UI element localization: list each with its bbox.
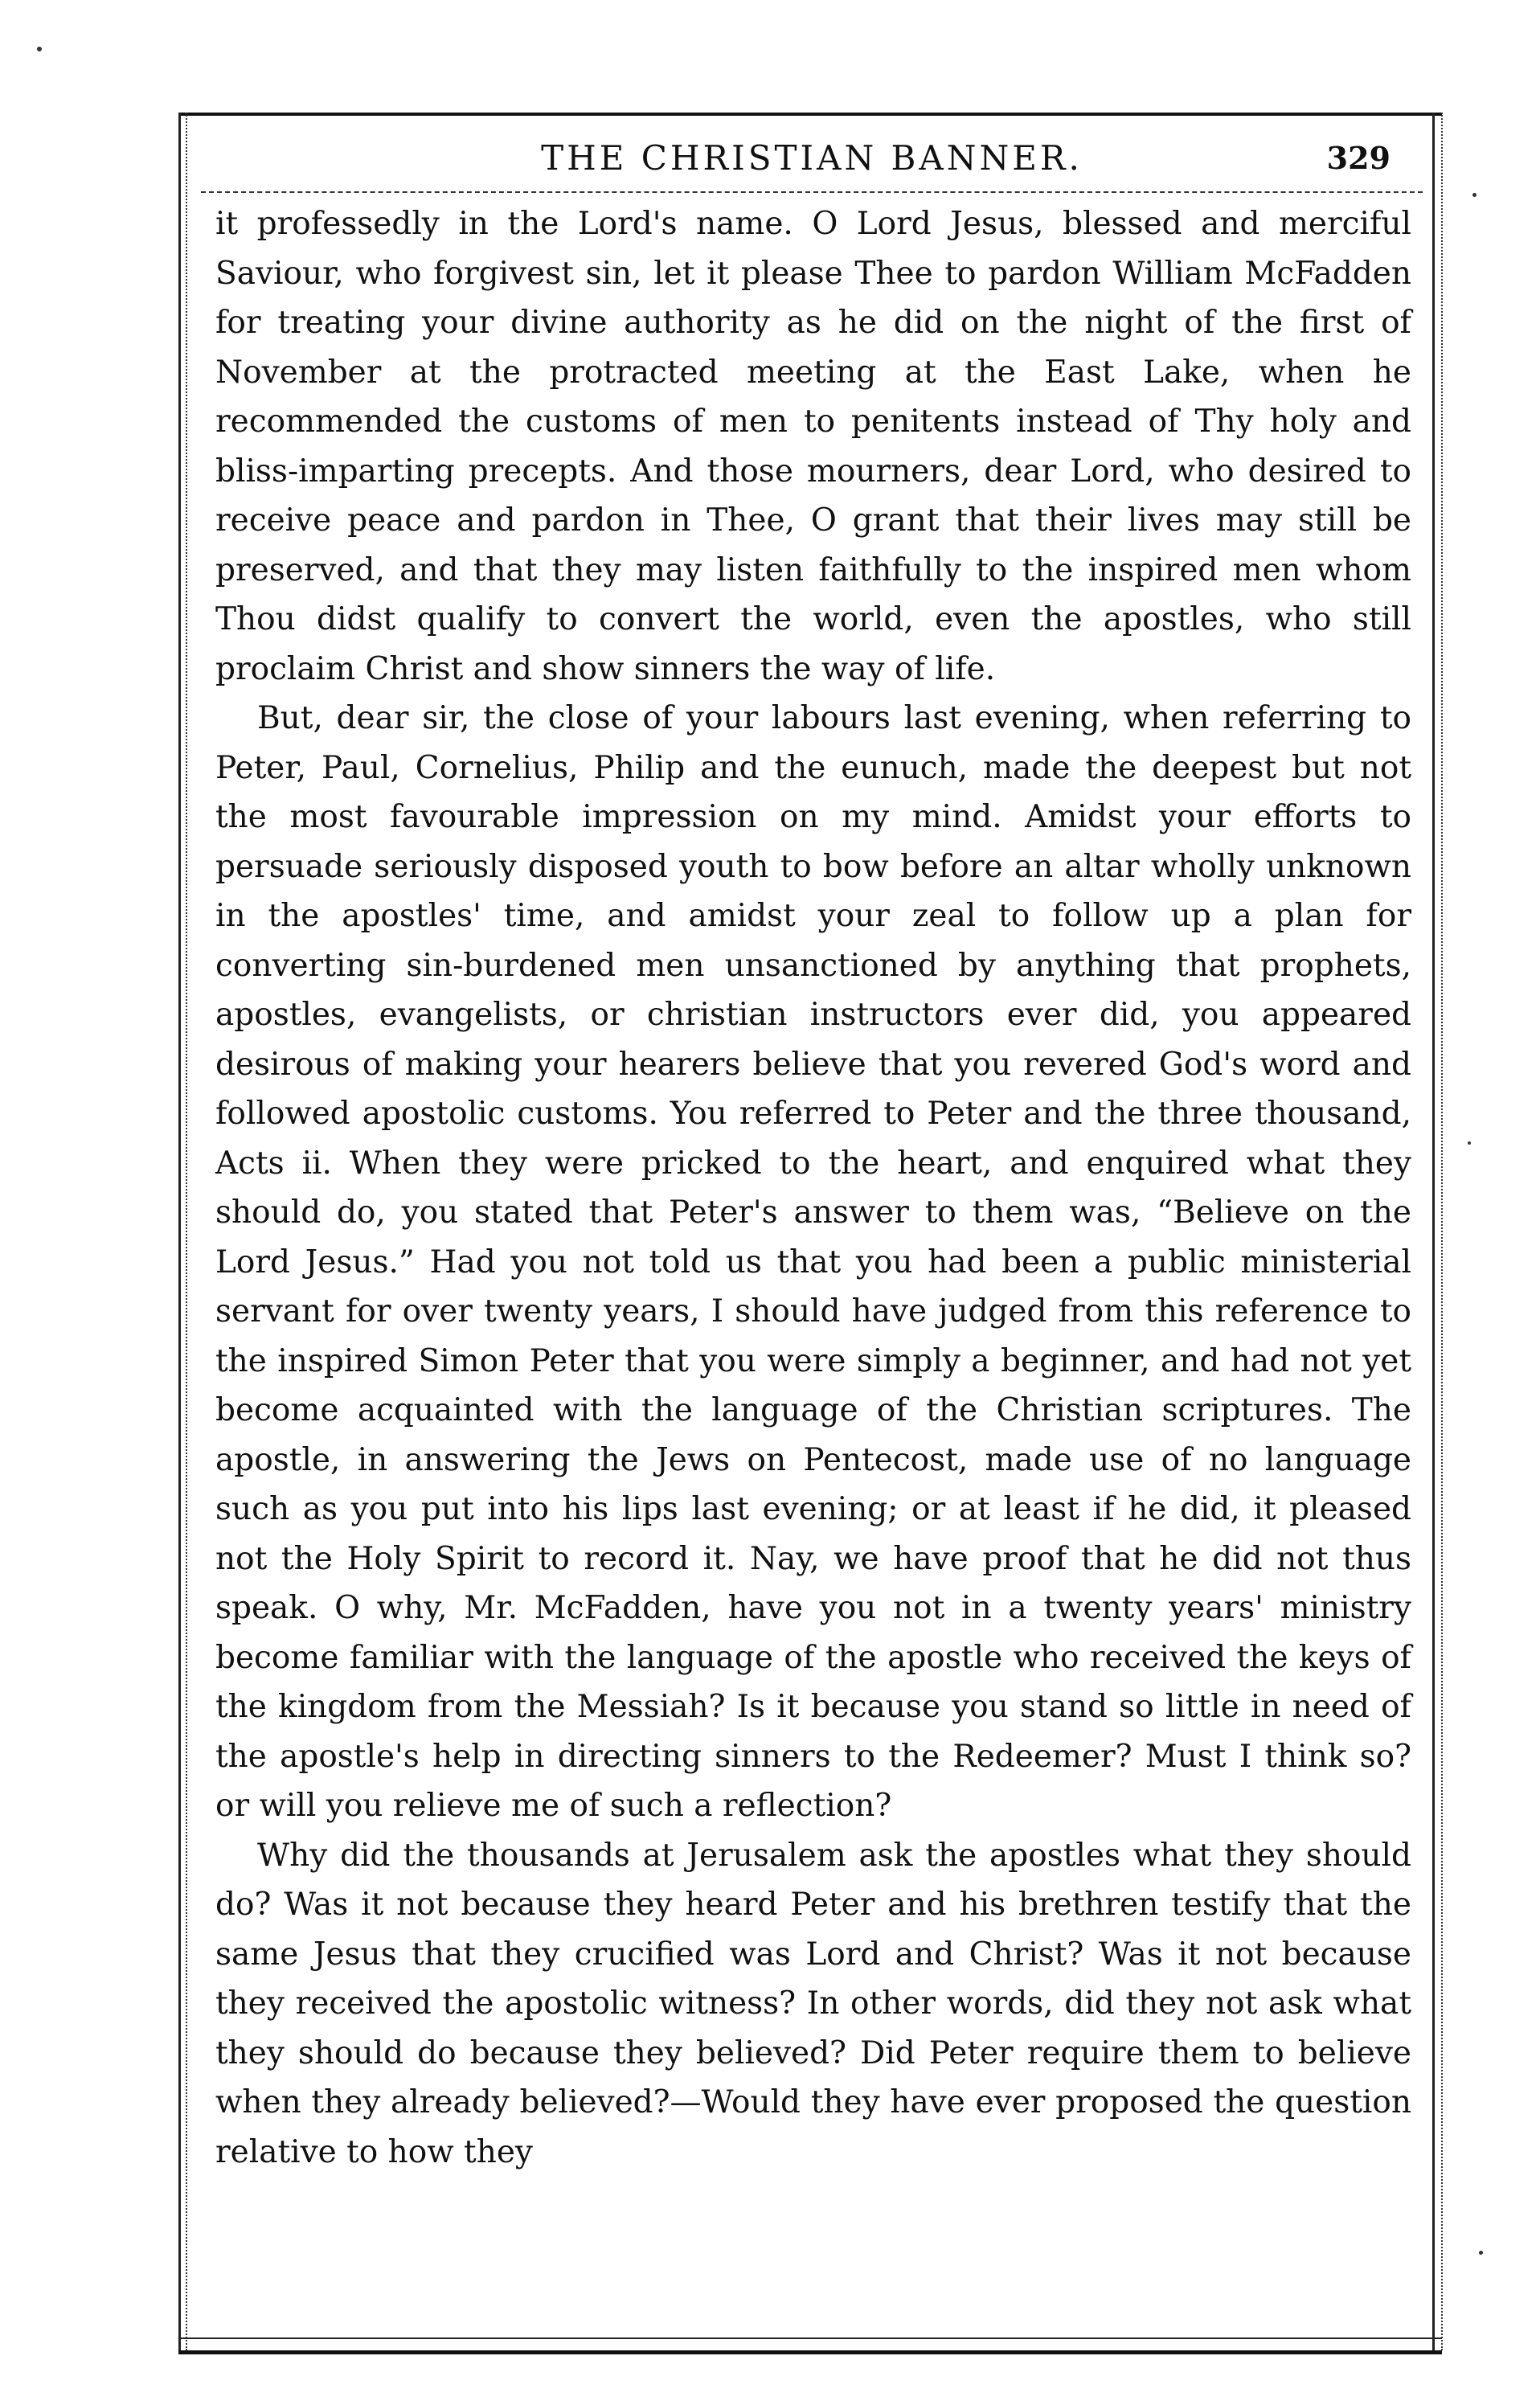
header-rule — [201, 191, 1423, 193]
article-body — [215, 199, 1411, 2177]
ink-speck — [1479, 2251, 1483, 2255]
ink-speck — [37, 47, 42, 51]
paragraph-1: it professedly in the Lord's name. O Lord Jesus, blessed and merciful Saviour, who forgivest sin, let it please Thee to pardon William McFadden for treating your divine authority as he did on the night of the first of November at the protracted meeting at the East Lake, when he recommended the customs of men to penitents instead of Thy holy and bliss-imparting precepts. And those mourners, dear Lord, who desired to receive peace and pardon in Thee, O grant that their lives may still be preserved, and that they may listen faithfully to the inspired men whom Thou didst qualify to convert the world, even the apostles, who still proclaim Christ and show sinners the way of life. — [215, 206, 1411, 687]
page-number: 329 — [1326, 140, 1391, 176]
ink-speck — [1472, 193, 1477, 197]
page-header — [201, 138, 1423, 186]
running-title: THE CHRISTIAN BANNER. — [541, 138, 1083, 178]
paragraph-2: But, dear sir, the close of your labours last evening, when referring to Peter, Paul, Cornelius, Philip and the eunuch, made the deepest but not the most favourable impression on my mind. Amidst your efforts to persuade seriously disposed youth to bow before an altar wholly unknown in the apostles' time, and amidst your zeal to follow up a plan for converting sin-burdened men unsanctioned by anything that prophets, apostles, evangelists, or christian instructors ever did, you appeared desirous of making your hearers believe that you revered God's word and followed apostolic customs. You referred to Peter and the three thousand, Acts ii. When they were pricked to the heart, and enquired what they should do, you stated that Peter's answer to them was, “Believe on the Lord Jesus.” Had you not told us that you had been a public ministerial servant for over twenty years, I should have judged from this reference to the inspired Simon Peter that you were simply a beginner, and had not yet become acquainted with the language of the Christian scriptures. The apostle, in answering the Jews on Pentecost, made use of no language such as you put into his lips last evening; or at least if he did, it pleased not the Holy Spirit to record it. Nay, we have proof that he did not thus speak. O why, Mr. McFadden, have you not in a twenty years' ministry become familiar with the language of the apostle who received the keys of the kingdom from the Messiah? Is it because you stand so little in need of the apostle's help in directing sinners to the Redeemer? Must I think so? or will you relieve me of such a reflection? — [215, 700, 1411, 1824]
page-border-left — [178, 113, 187, 2350]
page-border-bottom-rule — [178, 2337, 1442, 2339]
paragraph-3: Why did the thousands at Jerusalem ask the apostles what they should do? Was it not because they heard Peter and his brethren testify that the same Jesus that they crucified was Lord and Christ? Was it not because they received the apostolic witness? In other words, did they not ask what they should do because they believed? Did Peter require them to believe when they already believed?—Would they have ever proposed the question relative to how they — [215, 1837, 1411, 2170]
page-border-right — [1432, 113, 1443, 2350]
ink-speck — [1468, 1141, 1471, 1145]
